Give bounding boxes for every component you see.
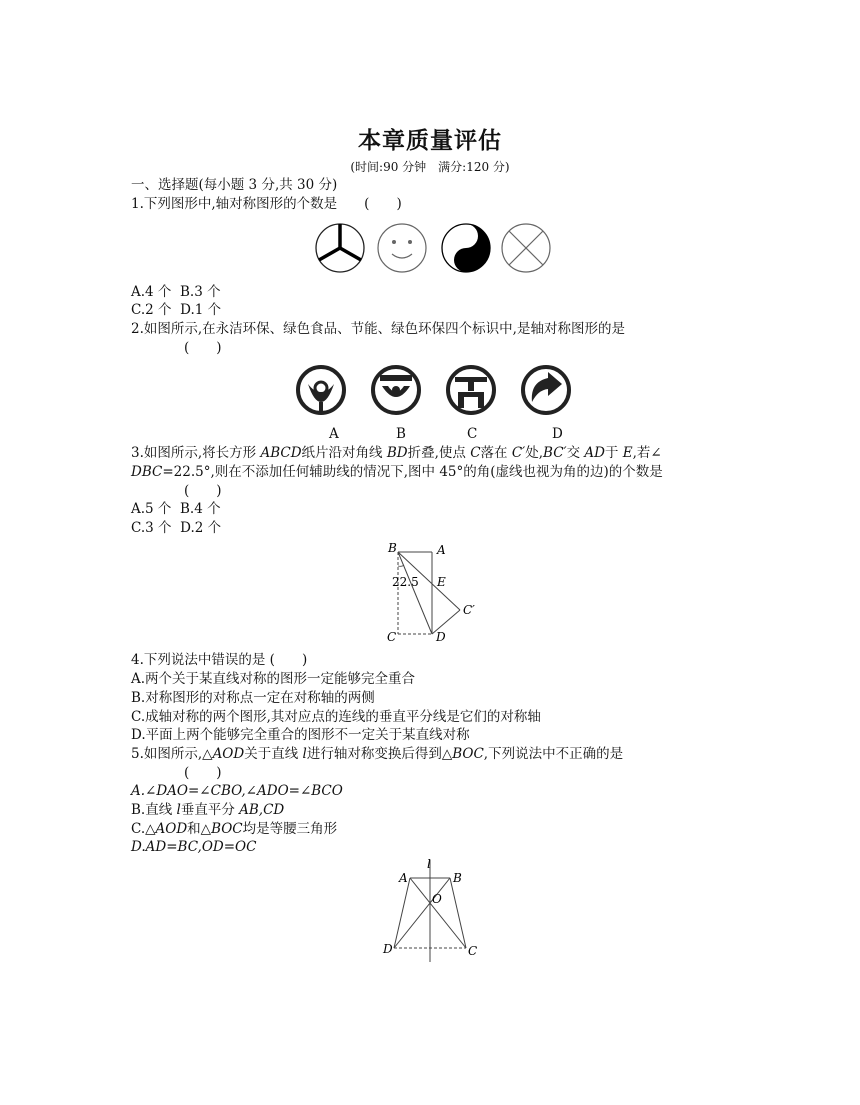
section-heading: 一、选择题(每小题 3 分,共 30 分) (131, 177, 338, 193)
q1-options-row1 (131, 283, 221, 301)
q3-var: C′ (511, 445, 526, 461)
q5-var: l (176, 802, 181, 818)
q2-stem: 2.如图所示,在永洁环保、绿色食品、节能、绿色环保四个标识中,是轴对称图形的是 (131, 321, 625, 337)
q3-var: AD (584, 445, 605, 461)
q2-logo-d (523, 367, 569, 413)
q3-text: ,若∠ (632, 445, 662, 461)
page-subtitle: (时间:90 分钟 满分:120 分) (350, 160, 510, 174)
q5-text: B.直线 (131, 802, 177, 818)
q3-text: 交 (566, 445, 585, 461)
q3-figure (380, 540, 490, 646)
q3-text: 折叠,使点 (407, 445, 471, 461)
q1-stem: 1.下列图形中,轴对称图形的个数是 ( ) (131, 196, 402, 212)
q5-var: BOC (211, 821, 243, 837)
q2-label-a: A (329, 426, 339, 442)
q2-label-c: C (467, 426, 478, 442)
q2-logo-b (373, 367, 419, 413)
q5-text: 均是等腰三角形 (242, 821, 338, 837)
q2-logos (290, 362, 580, 418)
q2-paren: ( ) (184, 340, 222, 356)
q3-paren: ( ) (184, 483, 222, 499)
q3-option-b: B.4 个 (180, 501, 221, 517)
q3-text: 纸片沿对角线 (301, 445, 387, 461)
q5-var: AOD (212, 746, 245, 762)
q3-label-d: D (436, 630, 446, 644)
q1-option-d: D.1 个 (180, 302, 222, 318)
q3-var: DBC (131, 464, 163, 480)
q3-option-c: C.3 个 (131, 520, 172, 536)
q5-text: 垂直平分 (180, 802, 240, 818)
q1-option-c: C.2 个 (131, 302, 172, 318)
q5-option-d: D.AD=BC,OD=OC (131, 839, 257, 855)
q3-option-a: A.5 个 (131, 501, 172, 517)
q5-paren: ( ) (184, 765, 222, 781)
q5-text: ,下列说法中不正确的是 (483, 746, 624, 762)
q5-label-d: D (383, 942, 393, 956)
q2-logo-a (298, 367, 344, 413)
q3-label-angle: 22.5 (392, 575, 419, 589)
q1-option-a: A.4 个 (131, 284, 172, 300)
q2-label-d: D (552, 426, 563, 442)
q3-stem-line2 (131, 463, 663, 481)
q4-option-a: A.两个关于某直线对称的图形一定能够完全重合 (131, 671, 416, 687)
q4-option-c: C.成轴对称的两个图形,其对应点的连线的垂直平分线是它们的对称轴 (131, 709, 541, 725)
q5-label-a: A (399, 871, 408, 885)
q3-var: E (622, 445, 633, 461)
q3-label-b: B (388, 541, 397, 555)
q5-label-b: B (453, 871, 462, 885)
q5-option-a: A.∠DAO=∠CBO,∠ADO=∠BCO (131, 783, 343, 799)
q3-text: =22.5°,则在不添加任何辅助线的情况下,图中 45°的角(虚线也视为角的边)的个数是 (162, 464, 663, 480)
q3-var: ABCD (260, 445, 302, 461)
q3-text: 于 (604, 445, 623, 461)
q2-logo-c (448, 367, 494, 413)
q1-fig-cross (502, 224, 550, 272)
q3-label-a: A (437, 543, 446, 557)
q3-text: 3.如图所示,将长方形 (131, 445, 261, 461)
q1-figures (310, 220, 555, 278)
q5-var: l (302, 746, 307, 762)
q3-stem-line1 (131, 444, 662, 462)
q5-text: 关于直线 (244, 746, 303, 762)
q3-label-e: E (437, 575, 446, 589)
q3-var: C (470, 445, 481, 461)
q5-label-l: l (427, 858, 431, 871)
q5-figure (376, 858, 486, 966)
q5-text: 进行轴对称变换后得到△ (306, 746, 453, 762)
q5-text: 和△ (187, 821, 212, 837)
q4-option-b: B.对称图形的对称点一定在对称轴的两侧 (131, 690, 375, 706)
q3-text: 落在 (480, 445, 512, 461)
q5-var: AB,CD (239, 802, 285, 818)
page-title: 本章质量评估 (358, 127, 502, 154)
q2-label-b: B (396, 426, 406, 442)
q5-text: 5.如图所示,△ (131, 746, 213, 762)
q5-label-c: C (468, 944, 478, 958)
q1-fig-smiley (378, 224, 426, 272)
q3-label-c1: C′ (463, 603, 475, 617)
q5-option-c (131, 820, 337, 838)
q3-var: BD (386, 445, 408, 461)
q1-options-row2 (131, 301, 221, 319)
q5-option-b (131, 801, 284, 819)
q5-var: AOD (155, 821, 188, 837)
q5-text: C.△ (131, 821, 156, 837)
q5-label-o: O (432, 892, 442, 906)
q4-stem: 4.下列说法中错误的是 ( ) (131, 652, 308, 668)
q1-fig-spokes (316, 224, 364, 272)
q3-label-c: C (387, 630, 397, 644)
q1-option-b: B.3 个 (180, 284, 221, 300)
q3-text: 处, (525, 445, 544, 461)
q5-var: BOC (452, 746, 484, 762)
q4-option-d: D.平面上两个能够完全重合的图形不一定关于某直线对称 (131, 727, 470, 743)
q3-option-d: D.2 个 (180, 520, 222, 536)
q3-var: BC′ (543, 445, 567, 461)
q3-options-row1 (131, 500, 221, 518)
q3-options-row2 (131, 519, 221, 537)
q5-stem (131, 745, 623, 763)
q1-fig-yinyang (442, 224, 490, 272)
